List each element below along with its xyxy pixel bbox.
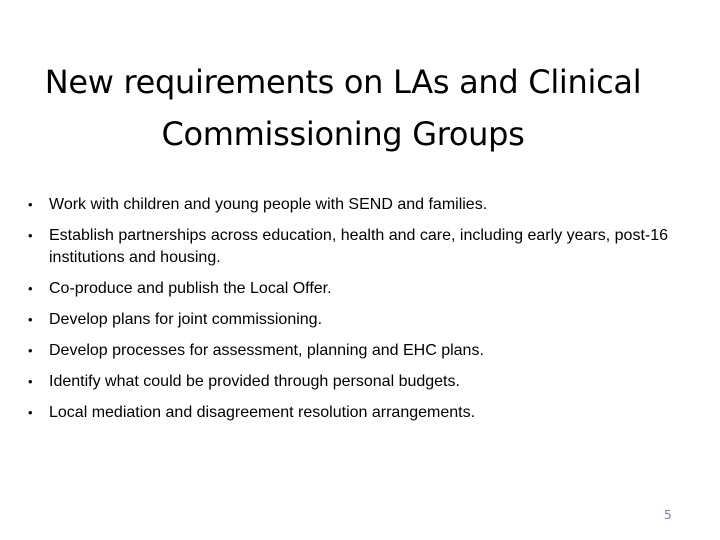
bullet-text: Co-produce and publish the Local Offer. xyxy=(49,280,332,297)
bullet-item-2 xyxy=(28,225,668,269)
bullet-icon: • xyxy=(28,228,33,243)
bullet-item-1 xyxy=(28,194,668,216)
bullet-text: Local mediation and disagreement resolution arrangements. xyxy=(49,404,476,421)
bullet-icon: • xyxy=(28,197,33,212)
bullet-item-6 xyxy=(28,371,668,393)
bullet-item-5 xyxy=(28,340,668,362)
bullet-text: Work with children and young people with SEND and families. xyxy=(49,196,488,213)
bullet-item-7 xyxy=(28,402,668,424)
slide-title-line-2: Commissioning Groups xyxy=(161,115,525,153)
bullet-icon: • xyxy=(28,405,33,420)
bullet-icon: • xyxy=(28,281,33,296)
slide-title-line-1: New requirements on LAs and Clinical xyxy=(44,63,642,101)
bullet-text: Identify what could be provided through personal budgets. xyxy=(49,373,460,390)
bullet-list xyxy=(28,194,668,433)
page-number: 5 xyxy=(664,508,672,522)
bullet-icon: • xyxy=(28,343,33,358)
bullet-icon: • xyxy=(28,374,33,389)
bullet-item-3 xyxy=(28,278,668,300)
bullet-item-4 xyxy=(28,309,668,331)
bullet-icon: • xyxy=(28,312,33,327)
bullet-text: Develop processes for assessment, planning and EHC plans. xyxy=(49,342,484,359)
bullet-text: Establish partnerships across education, health and care, including early years, post-16 institutions and housing. xyxy=(49,227,669,266)
bullet-text: Develop plans for joint commissioning. xyxy=(49,311,323,328)
slide-title xyxy=(0,56,686,160)
